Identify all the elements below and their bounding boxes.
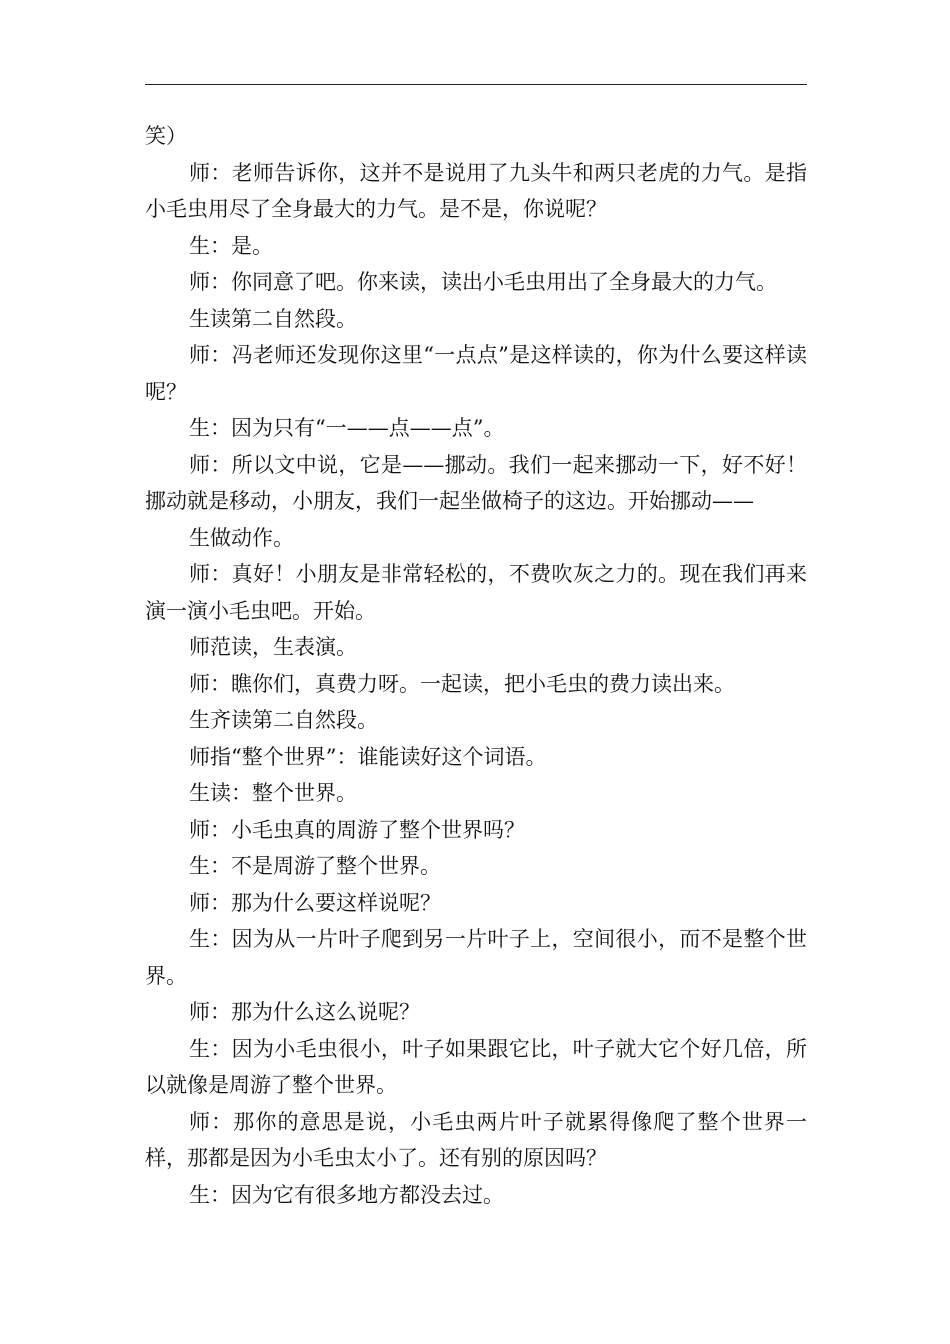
paragraph: 生做动作。 (189, 525, 294, 550)
paragraph: 师：小毛虫真的周游了整个世界吗？ (189, 817, 525, 842)
paragraph: 师指“整个世界”：谁能读好这个词语。 (189, 744, 547, 769)
paragraph-continuation: 笑） (145, 124, 187, 148)
paragraph: 师：冯老师还发现你这里“一点点”是这样读的，你为什么要这样读呢？ (145, 343, 807, 404)
paragraph: 生：因为从一片叶子爬到另一片叶子上，空间很小，而不是整个世界。 (145, 927, 807, 988)
paragraph: 师：真好！小朋友是非常轻松的，不费吹灰之力的。现在我们再来演一演小毛虫吧。开始。 (145, 562, 807, 623)
paragraph: 生：不是周游了整个世界。 (189, 854, 441, 878)
paragraph: 师：那为什么要这样说呢？ (189, 890, 441, 915)
paragraph: 生读：整个世界。 (189, 781, 357, 805)
paragraph: 师：你同意了吧。你来读，读出小毛虫用出了全身最大的力气。 (189, 270, 777, 294)
header-rule (145, 84, 807, 85)
paragraph: 生：因为它有很多地方都没去过。 (189, 1182, 504, 1207)
paragraph: 师范读，生表演。 (189, 635, 357, 659)
transcript-body (145, 118, 807, 1213)
paragraph: 师：老师告诉你，这并不是说用了九头牛和两只老虎的力气。是指小毛虫用尽了全身最大的力气。是不是，你说呢？ (145, 160, 807, 221)
paragraph: 生读第二自然段。 (189, 306, 357, 331)
paragraph: 生齐读第二自然段。 (189, 708, 378, 732)
paragraph: 师：所以文中说，它是——挪动。我们一起来挪动一下，好不好！挪动就是移动，小朋友，我们一起坐做椅子的这边。开始挪动—— (145, 452, 807, 513)
paragraph: 师：那你的意思是说，小毛虫两片叶子就累得像爬了整个世界一样，那都是因为小毛虫太小了。还有别的原因吗？ (145, 1109, 807, 1170)
paragraph: 师：那为什么这么说呢？ (189, 1000, 420, 1024)
paragraph: 师：瞧你们，真费力呀。一起读，把小毛虫的费力读出来。 (189, 671, 735, 696)
paragraph: 生：因为小毛虫很小，叶子如果跟它比，叶子就大它个好几倍，所以就像是周游了整个世界。 (145, 1036, 807, 1097)
paragraph: 生：是。 (189, 233, 273, 258)
paragraph: 生：因为只有“一——点——点”。 (189, 416, 505, 440)
